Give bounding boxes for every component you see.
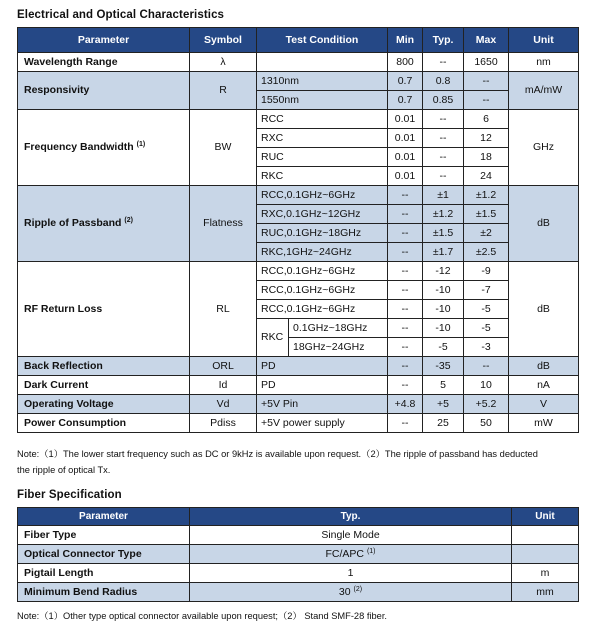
condition-cell: 1550nm [257, 91, 388, 110]
min-cell: -- [388, 224, 423, 243]
unit-cell: nA [509, 376, 579, 395]
condition-cell: RUC,0.1GHz~18GHz [257, 224, 388, 243]
min-cell: 0.7 [388, 72, 423, 91]
typ-cell: 25 [423, 414, 464, 433]
footnote-marker: (2) [353, 585, 363, 593]
param-cell [18, 186, 190, 262]
condition-cell: RKC,1GHz~24GHz [257, 243, 388, 262]
typ-value: 30 [338, 585, 351, 598]
unit-cell: GHz [509, 110, 579, 186]
unit-cell: dB [509, 262, 579, 357]
min-cell: 0.7 [388, 91, 423, 110]
min-cell: 0.01 [388, 110, 423, 129]
max-cell: 12 [464, 129, 509, 148]
condition-cell: RXC,0.1GHz~12GHz [257, 205, 388, 224]
symbol-cell: λ [190, 53, 257, 72]
typ-cell: 1 [190, 564, 512, 583]
footnote-marker: (1) [366, 547, 376, 555]
max-cell: 6 [464, 110, 509, 129]
table-row [18, 564, 579, 583]
condition-cell: +5V Pin [257, 395, 388, 414]
symbol-cell: Flatness [190, 186, 257, 262]
min-cell: -- [388, 376, 423, 395]
typ-cell: ±1.7 [423, 243, 464, 262]
min-cell: -- [388, 357, 423, 376]
condition-cell: RCC,0.1GHz~6GHz [257, 300, 388, 319]
col-header-parameter: Parameter [18, 508, 190, 526]
condition-cell: PD [257, 376, 388, 395]
typ-cell: -5 [423, 338, 464, 357]
footnote-marker: (2) [124, 217, 133, 224]
condition-cell: RUC [257, 148, 388, 167]
typ-cell: -10 [423, 319, 464, 338]
typ-cell: +5 [423, 395, 464, 414]
table-row [18, 262, 579, 281]
param-cell: Operating Voltage [18, 395, 190, 414]
condition-cell: RCC,0.1GHz~6GHz [257, 281, 388, 300]
min-cell: +4.8 [388, 395, 423, 414]
condition-cell: RCC,0.1GHz~6GHz [257, 186, 388, 205]
col-header-test-condition: Test Condition [257, 28, 388, 53]
typ-cell: 0.85 [423, 91, 464, 110]
max-cell: ±1.2 [464, 186, 509, 205]
min-cell: -- [388, 186, 423, 205]
table-row [18, 186, 579, 205]
condition-cell [257, 53, 388, 72]
col-header-parameter: Parameter [18, 28, 190, 53]
symbol-cell: Id [190, 376, 257, 395]
typ-cell: -- [423, 129, 464, 148]
table-row [18, 545, 579, 564]
condition-cell: RCC,0.1GHz~6GHz [257, 262, 388, 281]
min-cell: -- [388, 414, 423, 433]
note-line: the ripple of optical Tx. [17, 465, 111, 475]
param-cell: Fiber Type [18, 526, 190, 545]
typ-cell: ±1 [423, 186, 464, 205]
max-cell: -3 [464, 338, 509, 357]
typ-cell: ±1.5 [423, 224, 464, 243]
condition-cell: RXC [257, 129, 388, 148]
condition-cell: 0.1GHz~18GHz [289, 319, 388, 338]
max-cell: ±2 [464, 224, 509, 243]
table-row [18, 357, 579, 376]
unit-cell: dB [509, 186, 579, 262]
min-cell: 0.01 [388, 167, 423, 186]
unit-cell: dB [509, 357, 579, 376]
typ-cell: -10 [423, 281, 464, 300]
typ-cell: 0.8 [423, 72, 464, 91]
max-cell: -7 [464, 281, 509, 300]
table-row [18, 376, 579, 395]
min-cell: -- [388, 319, 423, 338]
unit-cell [512, 526, 579, 545]
max-cell: ±2.5 [464, 243, 509, 262]
note-line: Note:（1）The lower start frequency such as DC or 9kHz is available upon request.（2）The ripple of passband has deducted [17, 449, 538, 459]
rkc-label-cell: RKC [257, 319, 289, 357]
table-row [18, 110, 579, 129]
max-cell: 1650 [464, 53, 509, 72]
symbol-cell: Pdiss [190, 414, 257, 433]
max-cell: -- [464, 91, 509, 110]
col-header-max: Max [464, 28, 509, 53]
max-cell: -9 [464, 262, 509, 281]
table-row [18, 583, 579, 602]
condition-cell: 18GHz~24GHz [289, 338, 388, 357]
electrical-optical-title: Electrical and Optical Characteristics [17, 9, 225, 21]
max-cell: 24 [464, 167, 509, 186]
typ-value: FC/APC [325, 547, 365, 560]
condition-cell: 1310nm [257, 72, 388, 91]
param-cell: Power Consumption [18, 414, 190, 433]
param-cell: Minimum Bend Radius [18, 583, 190, 602]
unit-cell: nm [509, 53, 579, 72]
col-header-symbol: Symbol [190, 28, 257, 53]
typ-cell: -- [423, 167, 464, 186]
typ-cell [190, 583, 512, 602]
min-cell: -- [388, 338, 423, 357]
symbol-cell: ORL [190, 357, 257, 376]
symbol-cell: RL [190, 262, 257, 357]
unit-cell: mW [509, 414, 579, 433]
min-cell: 0.01 [388, 148, 423, 167]
symbol-cell: BW [190, 110, 257, 186]
col-header-typ: Typ. [423, 28, 464, 53]
param-cell [18, 110, 190, 186]
min-cell: -- [388, 205, 423, 224]
table-header-row [18, 28, 579, 53]
unit-cell [512, 545, 579, 564]
min-cell: -- [388, 262, 423, 281]
max-cell: -- [464, 72, 509, 91]
col-header-typ: Typ. [190, 508, 512, 526]
condition-cell: PD [257, 357, 388, 376]
typ-cell [190, 545, 512, 564]
typ-cell: Single Mode [190, 526, 512, 545]
col-header-unit: Unit [509, 28, 579, 53]
max-cell: +5.2 [464, 395, 509, 414]
param-label: Frequency Bandwidth [24, 141, 134, 153]
param-cell: Wavelength Range [18, 53, 190, 72]
max-cell: ±1.5 [464, 205, 509, 224]
characteristics-note [17, 446, 538, 478]
max-cell: 10 [464, 376, 509, 395]
unit-cell: V [509, 395, 579, 414]
fiber-spec-table [17, 507, 579, 602]
fiber-note: Note:（1）Other type optical connector available upon request;（2） Stand SMF-28 fiber. [17, 611, 388, 621]
unit-cell: m [512, 564, 579, 583]
max-cell: 18 [464, 148, 509, 167]
table-row [18, 414, 579, 433]
max-cell: -5 [464, 300, 509, 319]
param-label: Ripple of Passband [24, 217, 122, 229]
param-cell: Pigtail Length [18, 564, 190, 583]
typ-cell: 5 [423, 376, 464, 395]
typ-cell: -35 [423, 357, 464, 376]
table-row [18, 395, 579, 414]
col-header-min: Min [388, 28, 423, 53]
min-cell: 800 [388, 53, 423, 72]
min-cell: 0.01 [388, 129, 423, 148]
min-cell: -- [388, 243, 423, 262]
min-cell: -- [388, 281, 423, 300]
max-cell: -5 [464, 319, 509, 338]
typ-cell: -- [423, 110, 464, 129]
table-row [18, 526, 579, 545]
typ-cell: ±1.2 [423, 205, 464, 224]
param-cell: RF Return Loss [18, 262, 190, 357]
max-cell: 50 [464, 414, 509, 433]
typ-cell: -- [423, 148, 464, 167]
table-row [18, 72, 579, 91]
characteristics-table [17, 27, 579, 433]
condition-cell: RKC [257, 167, 388, 186]
condition-cell: RCC [257, 110, 388, 129]
param-cell: Back Reflection [18, 357, 190, 376]
max-cell: -- [464, 357, 509, 376]
symbol-cell: R [190, 72, 257, 110]
unit-cell: mm [512, 583, 579, 602]
condition-cell: +5V power supply [257, 414, 388, 433]
param-cell: Responsivity [18, 72, 190, 110]
typ-cell: -- [423, 53, 464, 72]
table-header-row [18, 508, 579, 526]
typ-cell: -12 [423, 262, 464, 281]
unit-cell: mA/mW [509, 72, 579, 110]
footnote-marker: (1) [136, 141, 146, 148]
symbol-cell: Vd [190, 395, 257, 414]
fiber-spec-title: Fiber Specification [17, 489, 122, 501]
param-cell: Optical Connector Type [18, 545, 190, 564]
min-cell: -- [388, 300, 423, 319]
table-row [18, 53, 579, 72]
typ-cell: -10 [423, 300, 464, 319]
param-cell: Dark Current [18, 376, 190, 395]
col-header-unit: Unit [512, 508, 579, 526]
